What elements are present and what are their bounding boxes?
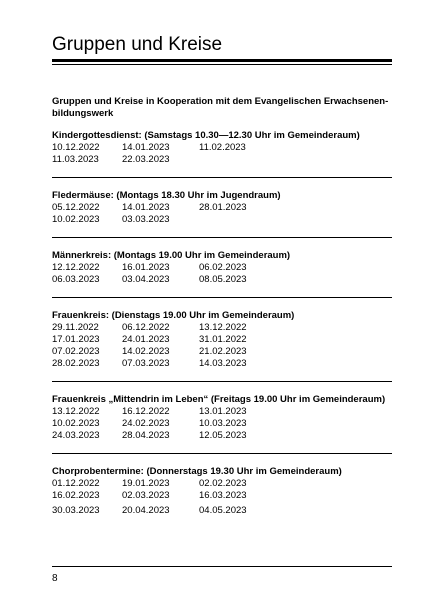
date-row — [52, 274, 392, 286]
date-cell: 12.05.2023 — [199, 430, 247, 441]
date-row — [52, 142, 392, 154]
section-divider — [52, 453, 392, 454]
section-kindergottesdienst — [52, 130, 392, 166]
date-cell: 21.02.2023 — [199, 346, 247, 357]
date-cell: 16.12.2022 — [122, 406, 170, 417]
date-cell: 11.03.2023 — [52, 154, 99, 165]
date-cell: 28.02.2023 — [52, 358, 100, 369]
date-cell: 11.02.2023 — [199, 142, 246, 153]
title-rule-thick — [52, 59, 392, 62]
date-cell: 24.03.2023 — [52, 430, 100, 441]
date-cell: 07.02.2023 — [52, 346, 100, 357]
date-cell: 03.04.2023 — [122, 274, 170, 285]
section-divider — [52, 381, 392, 382]
date-cell: 16.03.2023 — [199, 490, 247, 501]
date-cell: 20.04.2023 — [122, 505, 170, 516]
date-row — [52, 505, 392, 517]
section-divider — [52, 297, 392, 298]
intro-heading: Gruppen und Kreise in Kooperation mit dem Evangelischen Erwachsenen-bildungswerk — [52, 96, 389, 119]
date-cell: 06.03.2023 — [52, 274, 100, 285]
date-row — [52, 322, 392, 334]
section-heading: Frauenkreis „Mittendrin im Leben“ (Freitags 19.00 Uhr im Gemeinderaum) — [52, 394, 386, 405]
section-heading: Frauenkreis: (Dienstags 19.00 Uhr im Gemeinderaum) — [52, 310, 295, 321]
date-cell: 01.12.2022 — [52, 478, 100, 489]
date-cell: 02.02.2023 — [199, 478, 247, 489]
section-heading: Kindergottesdienst: (Samstags 10.30—12.30 Uhr im Gemeinderaum) — [52, 130, 360, 141]
section-frauenkreis — [52, 310, 392, 370]
date-cell: 12.12.2022 — [52, 262, 100, 273]
date-row — [52, 334, 392, 346]
title-rule-thin — [52, 64, 392, 65]
date-cell: 07.03.2023 — [122, 358, 170, 369]
section-maennerkreis — [52, 250, 392, 286]
date-cell: 24.02.2023 — [122, 418, 170, 429]
date-cell: 28.04.2023 — [122, 430, 170, 441]
date-cell — [199, 214, 279, 226]
date-row — [52, 478, 392, 490]
date-cell: 13.01.2023 — [199, 406, 247, 417]
date-cell: 13.12.2022 — [52, 406, 100, 417]
date-cell: 10.02.2023 — [52, 214, 100, 225]
date-cell: 24.01.2023 — [122, 334, 170, 345]
date-cell: 05.12.2022 — [52, 202, 100, 213]
date-cell: 06.02.2023 — [199, 262, 247, 273]
page-title: Gruppen und Kreise — [52, 34, 223, 55]
section-frauenkreis-mittendrin — [52, 394, 392, 442]
section-chorproben — [52, 466, 392, 517]
date-cell — [199, 154, 279, 166]
date-cell: 31.01.2022 — [199, 334, 247, 345]
section-heading: Chorprobentermine: (Donnerstags 19.30 Uhr im Gemeinderaum) — [52, 466, 342, 477]
section-divider — [52, 177, 392, 178]
date-cell: 06.12.2022 — [122, 322, 170, 333]
section-heading: Fledermäuse: (Montags 18.30 Uhr im Jugendraum) — [52, 190, 281, 201]
date-cell: 10.12.2022 — [52, 142, 100, 153]
date-row — [52, 154, 392, 166]
date-cell: 29.11.2022 — [52, 322, 99, 333]
section-divider — [52, 237, 392, 238]
date-row — [52, 358, 392, 370]
section-fledermaeuse — [52, 190, 392, 226]
date-cell: 17.01.2023 — [52, 334, 100, 345]
section-heading: Männerkreis: (Montags 19.00 Uhr im Gemeinderaum) — [52, 250, 291, 261]
date-row — [52, 214, 392, 226]
date-cell: 14.01.2023 — [122, 202, 170, 213]
date-row — [52, 430, 392, 442]
date-row — [52, 202, 392, 214]
date-cell: 28.01.2023 — [199, 202, 247, 213]
date-cell: 03.03.2023 — [122, 214, 170, 225]
date-cell: 16.02.2023 — [52, 490, 100, 501]
footer-rule — [52, 566, 392, 567]
date-cell: 13.12.2022 — [199, 322, 247, 333]
date-cell: 14.03.2023 — [199, 358, 247, 369]
date-cell: 08.05.2023 — [199, 274, 247, 285]
date-cell: 04.05.2023 — [199, 505, 247, 516]
date-cell: 14.02.2023 — [122, 346, 170, 357]
date-cell: 16.01.2023 — [122, 262, 170, 273]
date-cell: 10.02.2023 — [52, 418, 100, 429]
date-cell: 22.03.2023 — [122, 154, 170, 165]
date-cell: 10.03.2023 — [199, 418, 247, 429]
date-row — [52, 262, 392, 274]
date-cell: 14.01.2023 — [122, 142, 170, 153]
date-cell: 30.03.2023 — [52, 505, 100, 516]
date-row — [52, 346, 392, 358]
date-cell: 19.01.2023 — [122, 478, 170, 489]
date-row — [52, 406, 392, 418]
page-number: 8 — [52, 573, 58, 584]
date-row — [52, 418, 392, 430]
date-cell: 02.03.2023 — [122, 490, 170, 501]
date-row — [52, 490, 392, 502]
